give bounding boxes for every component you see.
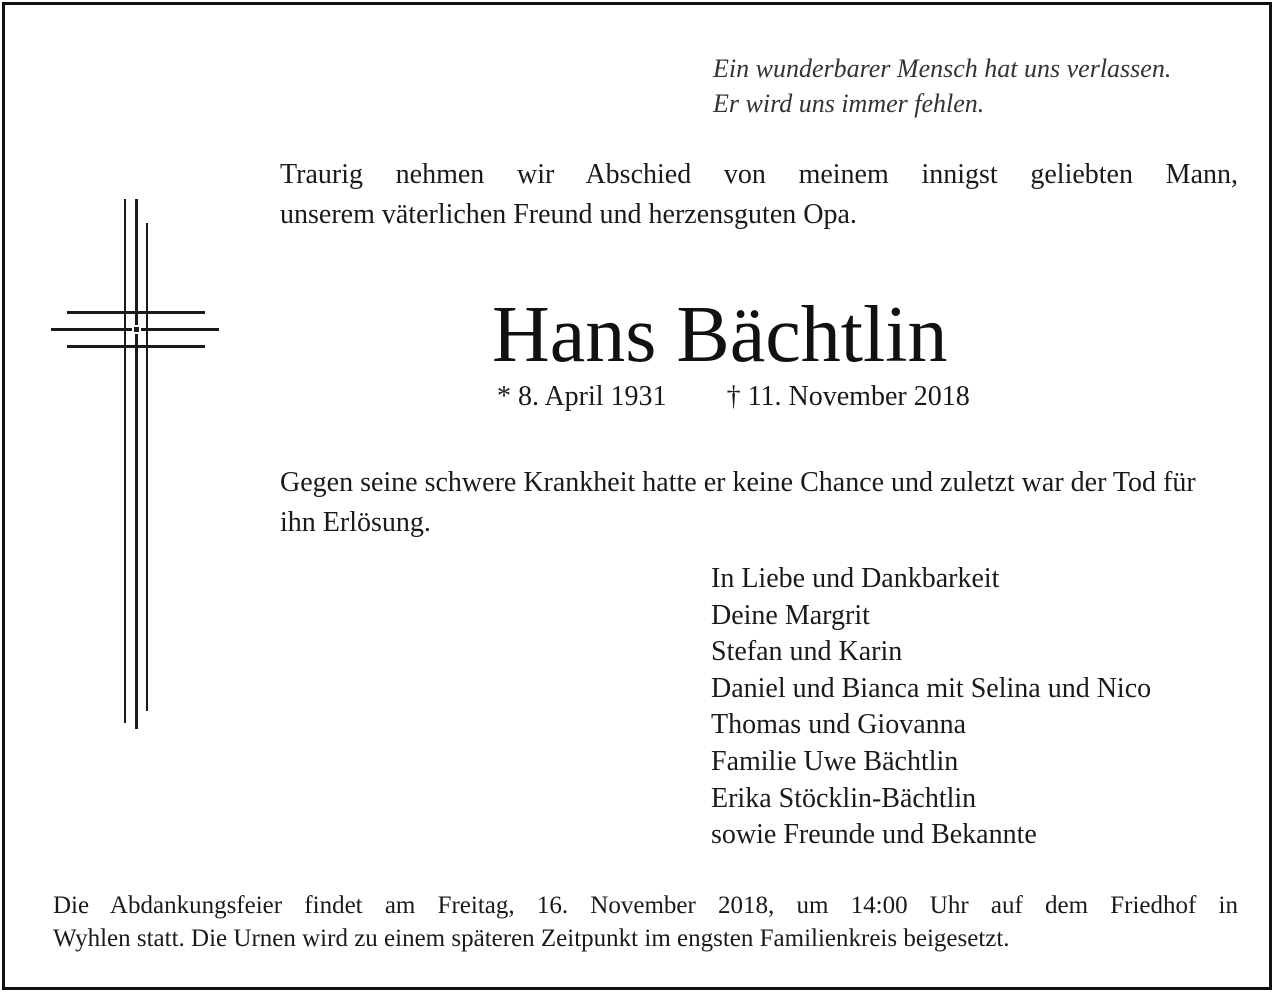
signer-line: In Liebe und Dankbarkeit — [711, 563, 1000, 594]
intro-text — [280, 155, 1238, 235]
funeral-notice — [53, 889, 1238, 955]
signer-line: Stefan und Karin — [711, 636, 903, 668]
funeral-line: Wyhlen statt. Die Urnen wird zu einem späteren Zeitpunkt im engsten Familienkreis beigesetzt. — [53, 925, 1010, 952]
funeral-line: Die Abdankungsfeier findet am Freitag, 16. November 2018, um 14:00 Uhr auf dem Friedhof in — [53, 892, 1238, 919]
illness-text: Gegen seine schwere Krankheit hatte er keine Chance und zuletzt war der Tod für ihn Erlösung. — [280, 467, 1196, 538]
motto-line: Ein wunderbarer Mensch hat uns verlassen. — [713, 54, 1172, 83]
death-date: † 11. November 2018 — [726, 381, 970, 412]
signer-line: Familie Uwe Bächtlin — [711, 745, 959, 777]
intro-line: Traurig nehmen wir Abschied von meinem innigst geliebten Mann, — [280, 159, 1238, 190]
intro-line: unserem väterlichen Freund und herzensguten Opa. — [280, 199, 857, 230]
signer-line: Thomas und Giovanna — [711, 709, 967, 741]
motto-line: Er wird uns immer fehlen. — [713, 89, 985, 118]
signer-line: Erika Stöcklin-Bächtlin — [711, 782, 977, 814]
life-dates — [497, 379, 970, 415]
cross-icon — [49, 195, 221, 731]
motto — [713, 51, 1171, 121]
obituary-frame — [2, 2, 1272, 990]
signer-line: Daniel und Bianca mit Selina und Nico — [711, 672, 1152, 704]
deceased-name: Hans Bächtlin — [492, 291, 948, 379]
birth-date: * 8. April 1931 — [497, 381, 667, 412]
signer-line: sowie Freunde und Bekannte — [711, 819, 1037, 851]
signer-line: Deine Margrit — [711, 599, 870, 631]
signers-list — [711, 561, 1151, 854]
